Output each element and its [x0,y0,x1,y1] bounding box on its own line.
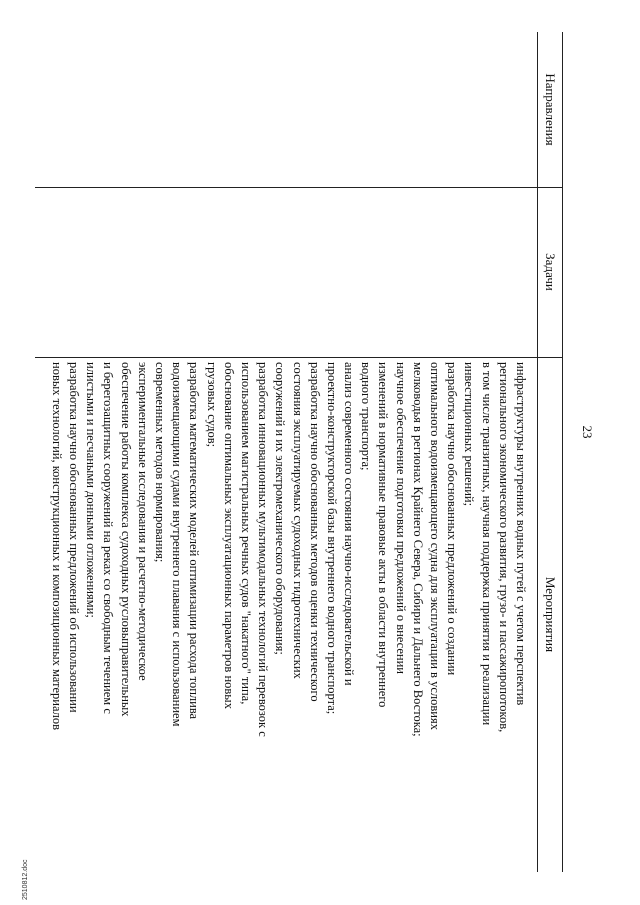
page-number: 23 [580,425,595,439]
measure-line: разработка научно обоснованных методов оценки технического [307,362,322,702]
header-measures: Мероприятия [543,576,558,653]
measure-line: водоизмещающими судами внутреннего плавания с использованием [170,362,185,727]
measure-line: и берегозащитных сооружений на реках со свободным течением с [101,362,116,714]
measure-line: грузовых судов; [204,362,219,448]
header-bottom-border [537,32,538,872]
measure-line: инфраструктуры внутренних водных путей с учетом перспектив [514,362,528,706]
measure-line: илистыми и песчаными донными отложениями; [84,362,99,618]
header-directions: Направления [543,73,558,146]
measure-line: анализ современного состояния научно-исследовательской и [342,362,357,686]
measure-line: экспериментальные исследования и расчетно-методическое [135,362,150,681]
measure-line: разработка научно обоснованных предложений об использовании [67,362,82,713]
measure-line: использованием магистральных речных судов "накатного" типа, [239,362,253,705]
column-divider-2 [35,357,563,358]
measure-line: инвестиционных решений; [462,362,477,507]
measures-cell [48,362,529,867]
measure-line: разработка инновационных мультимодальных технологий перевозок с [256,362,271,737]
measure-line: в том числе транзитных, научная поддержка принятия и реализации [479,362,494,726]
measure-line: обоснование оптимальных эксплуатационных параметров новых [221,362,236,709]
measure-line: состояния эксплуатируемых судоходных гидротехнических [290,362,305,679]
measure-line: оптимального водоизмещающего судна для эксплуатации в условиях [428,362,443,730]
measure-line: регионального экономического развития, грузо- и пассажиропотоков, [496,362,511,733]
measure-line: водного транспорта; [359,362,374,471]
measure-line: новых технологий, конструкционных и композиционных материалов [49,362,64,731]
measure-line: современных методов нормирования; [153,362,168,563]
measure-line: изменений в нормативные правовые акты в области внутреннего [376,362,391,708]
measure-line: сооружений и их электромеханического оборудования; [273,362,288,655]
table-top-border [562,32,563,872]
measure-line: обеспечение работы комплекса судоходных русловыправительных [118,362,133,717]
measure-line: проектно-конструкторской базы внутреннего водного транспорта; [324,362,339,715]
column-divider-1 [35,187,563,188]
footer-code: 2510812.doc [22,859,29,900]
rotated-table [35,32,595,872]
header-tasks: Задачи [543,253,558,291]
measure-line: научное обеспечение подготовки предложений о внесении [393,362,408,674]
measure-line: мелководья в регионах Крайнего Севера, Сибири и Дальнего Востока; [410,362,425,737]
measure-line: разработка научно обоснованных предложений о создании [445,362,460,676]
measure-line: разработка математических моделей оптимизации расхода топлива [187,362,202,720]
